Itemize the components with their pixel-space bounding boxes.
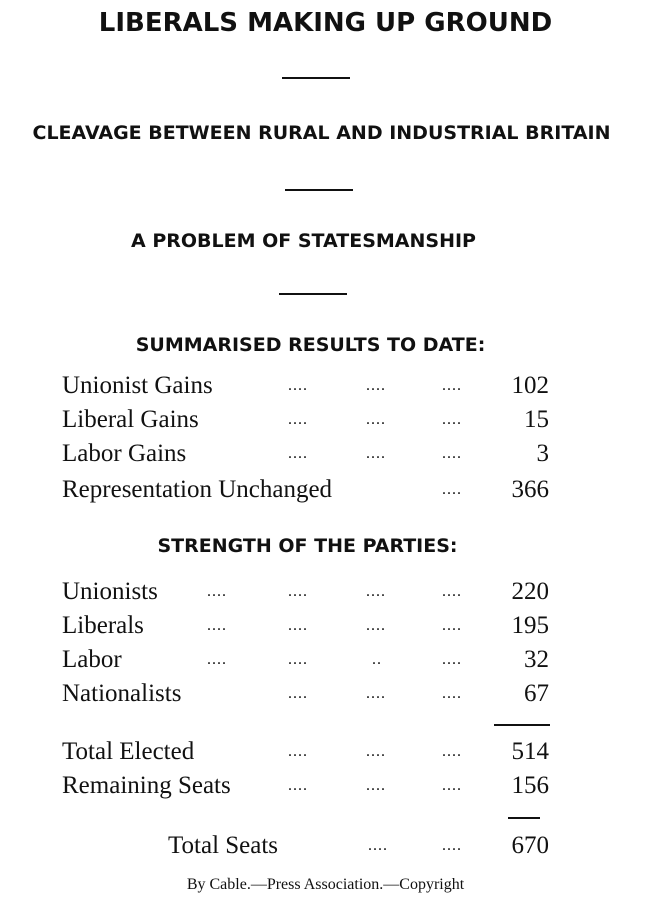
row-label: Liberal Gains [62,406,199,433]
leader-dots: .... [288,685,308,702]
leader-dots: .... [207,617,227,634]
leader-dots: .... [207,583,227,600]
leader-dots: .... [442,445,462,462]
row-value: 15 [524,406,549,433]
table-row [0,575,651,609]
row-label: Nationalists [62,680,182,707]
row-label: Liberals [62,612,144,639]
headline: LIBERALS MAKING UP GROUND [98,8,553,38]
leader-dots: .... [442,583,462,600]
sum-rule [494,724,550,726]
leader-dots: .... [368,837,388,854]
tagline-rule [279,293,347,295]
leader-dots: .... [442,377,462,394]
row-value: 514 [511,738,549,765]
leader-dots: .... [288,445,308,462]
leader-dots: .... [442,777,462,794]
row-label: Labor [62,646,122,673]
row-label: Representation Unchanged [62,476,333,503]
leader-dots: .... [366,777,386,794]
row-label: Unionists [62,578,158,605]
leader-dots: .... [442,743,462,760]
row-value: 67 [524,680,549,707]
row-label: Total Seats [168,832,279,859]
table-row [0,643,651,677]
leader-dots: .... [207,651,227,668]
leader-dots: .... [288,377,308,394]
leader-dots: .... [442,411,462,428]
leader-dots: .... [366,411,386,428]
leader-dots: .... [366,377,386,394]
row-value: 32 [524,646,549,673]
total-rule [508,817,540,819]
row-label: Labor Gains [62,440,187,467]
headline-rule [282,77,350,79]
leader-dots: .... [288,583,308,600]
tagline: A PROBLEM OF STATESMANSHIP [131,230,476,252]
row-value: 102 [511,372,549,399]
row-value: 366 [511,476,549,503]
table-row [0,677,651,711]
leader-dots: .... [288,651,308,668]
summary-heading: SUMMARISED RESULTS TO DATE: [135,334,486,356]
row-value: 670 [511,832,549,859]
leader-dots: .... [442,837,462,854]
leader-dots: .... [442,481,462,498]
leader-dots: .... [288,743,308,760]
leader-dots: .... [442,685,462,702]
leader-dots: .... [442,651,462,668]
row-value: 156 [511,772,549,799]
byline: By Cable.—Press Association.—Copyright [186,876,465,893]
subheadline: CLEAVAGE BETWEEN RURAL AND INDUSTRIAL BRITAIN [32,122,611,144]
table-row [0,735,651,769]
strength-heading: STRENGTH OF THE PARTIES: [157,535,458,557]
leader-dots: .... [366,583,386,600]
row-value: 220 [511,578,549,605]
leader-dots: .... [288,617,308,634]
table-row [0,769,651,803]
leader-dots: .... [366,685,386,702]
row-value: 195 [511,612,549,639]
table-row [0,829,651,863]
row-label: Unionist Gains [62,372,213,399]
leader-dots: .... [288,777,308,794]
subheadline-rule [285,189,353,191]
leader-dots: .... [366,617,386,634]
row-value: 3 [536,440,549,467]
table-row [0,369,651,403]
table-row [0,403,651,437]
leader-dots: .... [366,743,386,760]
table-row [0,437,651,471]
row-label: Total Elected [62,738,195,765]
row-label: Remaining Seats [62,772,231,799]
table-row [0,473,651,507]
leader-dots: .... [288,411,308,428]
leader-dots: .... [366,445,386,462]
leader-dots: .. [372,651,382,668]
table-row [0,609,651,643]
leader-dots: .... [442,617,462,634]
